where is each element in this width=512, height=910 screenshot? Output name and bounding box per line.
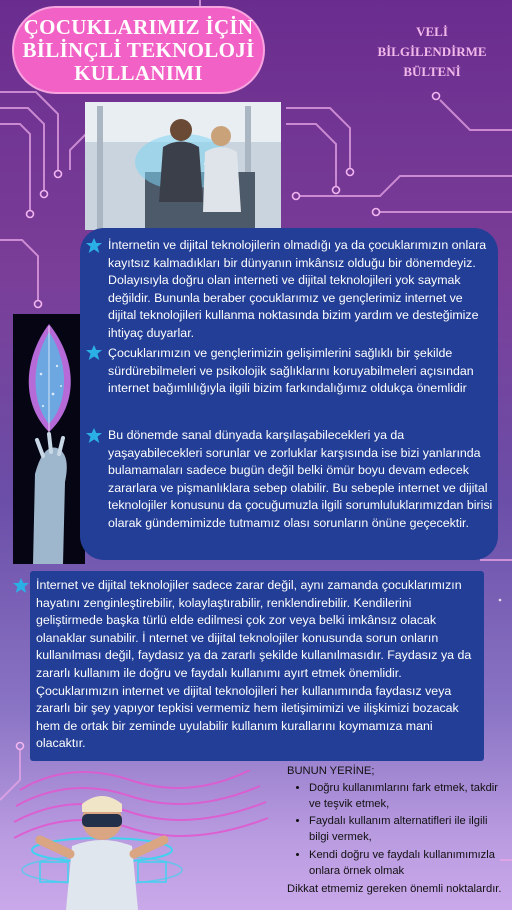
lab-photo [85, 102, 281, 230]
alternatives-title: BUNUN YERİNE; [287, 765, 375, 777]
star-bullet-icon [85, 238, 103, 256]
vr-kid-image [10, 770, 275, 910]
title-banner [12, 6, 265, 94]
star-bullet-icon [85, 428, 103, 446]
list-item: • Kendi doğru ve faydalı kullanımımızla onlara örnek olmak [309, 848, 509, 880]
alternatives-list [287, 781, 509, 880]
page-title: ÇOCUKLARIMIZ İÇİN BİLİNÇLİ TEKNOLOJİ KULLANIMI [22, 14, 255, 85]
alternatives-section [287, 764, 509, 897]
list-item: • Faydalı kullanım alternatifleri ile ilgili bilgi vermek, [309, 814, 509, 846]
alternatives-footer: Dikkat etmemiz gereken önemli noktalardır. [287, 882, 502, 895]
tech-hand-leaf-image [13, 314, 85, 564]
star-bullet-icon [12, 578, 30, 596]
paragraph-3: Bu dönemde sanal dünyada karşılaşabilecekleri ya da yaşayabilecekleri sorunlar ve zorluklar karşısında ise bizi yanlarında bulamamaları sadece bugün değil belki ömür boyu devam edecek zararlara ve pişmanlıklara sebep olabilir. Bu sebeple internet ve dijital teknolojiler konusunu da çocuğumuzla ilgili sorumluluklarımızdan birisi olarak gündemimizde tutmamız olası sorunların önüne geçecektir. [108, 428, 493, 530]
list-item: • Doğru kullanımlarını fark etmek, takdir ve teşvik etmek, [309, 781, 509, 813]
paragraph-2: Çocuklarımızın ve gençlerimizin gelişimlerini sağlıklı bir şekilde sürdürebilmeleri ve psikolojik sağlıklarını koruyabilmeleri açısından internet bağımlılığıyla ilgili bizim farkındalığımız oldukça önemlidir [108, 346, 474, 396]
paragraph-4: İnternet ve dijital teknolojiler sadece zarar değil, aynı zamanda çocuklarımızın hayatını zenginleştirebilir, kolaylaştırabilir, renklendirebilir. Kendilerini geliştirmede başka türlü elde edilmesi çok zor veya belki imkânsız olacak olanaklar sunabilir. İ nternet ve dijital teknolojiler konusunda sorun onların kullanılması değil, faydasız ya da zararlı şekilde kullanılmasıdır. Faydasız ya da zararlı kullanım ile doğru ve faydalı kullanımı ayırt etmek önemlidir. Çocuklarımızın internet ve dijital teknolojileri her kullanımında faydasız veya zararlı bir şey yapıyor tepkisi vermemiz hem iletişimimizi ve ilişkimizi bozacak hem de ortak bir zeminde uyulabilir kullanım kurallarını koymamıza mani olacaktır. [36, 578, 472, 751]
star-bullet-icon [85, 345, 103, 363]
bulletin-label: VELİ BİLGİLENDİRME BÜLTENİ [377, 24, 487, 79]
paragraph-1: İnternetin ve dijital teknolojilerin olmadığı ya da çocuklarımızın onlara kayıtsız kalmadıkları bir dünyanın imkânsız olduğu bir dönemdeyiz. Dolayısıyla doğru olan interneti ve dijital teknolojileri yok saymak değildir. Bununla beraber çocuklarımız ve gençlerimiz internet ve dijital teknolojileri kullanma noktasında bizim yardım ve desteğimize ihtiyaç duyarlar. [108, 238, 487, 340]
